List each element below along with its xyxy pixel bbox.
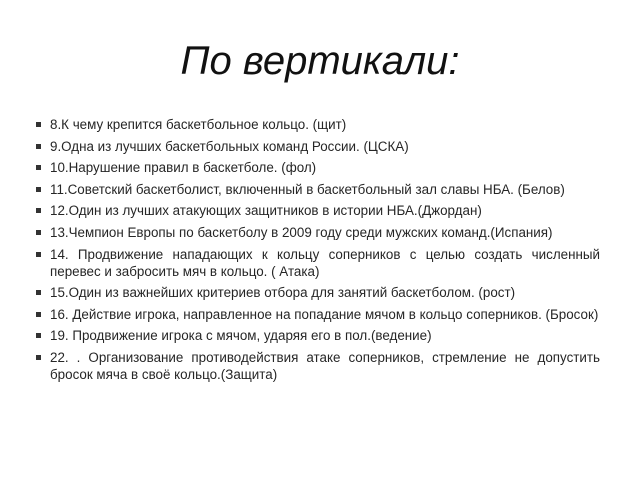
clue-item: 11.Советский баскетболист, включенный в баскетбольный зал славы НБА. (Белов) <box>36 181 600 198</box>
clue-item: 15.Один из важнейших критериев отбора для занятий баскетболом. (рост) <box>36 284 600 301</box>
slide-title: По вертикали: <box>180 39 460 83</box>
clue-item: 14. Продвижение нападающих к кольцу соперников с целью создать численный перевес и забросить мяч в кольцо. ( Атака) <box>36 246 600 280</box>
clue-item: 8.К чему крепится баскетбольное кольцо. (щит) <box>36 116 600 133</box>
clue-item: 19. Продвижение игрока с мячом, ударяя его в пол.(ведение) <box>36 327 600 344</box>
clue-item: 16. Действие игрока, направленное на попадание мячом в кольцо соперников. (Бросок) <box>36 306 600 323</box>
clue-list <box>36 116 600 388</box>
clue-item: 10.Нарушение правил в баскетболе. (фол) <box>36 159 600 176</box>
clue-item: 13.Чемпион Европы по баскетболу в 2009 году среди мужских команд.(Испания) <box>36 224 600 241</box>
clue-item: 22. . Организование противодействия атаке соперников, стремление не допустить бросок мяча в своё кольцо.(Защита) <box>36 349 600 383</box>
clue-item: 12.Один из лучших атакующих защитников в истории НБА.(Джордан) <box>36 202 600 219</box>
clue-item: 9.Одна из лучших баскетбольных команд России. (ЦСКА) <box>36 138 600 155</box>
